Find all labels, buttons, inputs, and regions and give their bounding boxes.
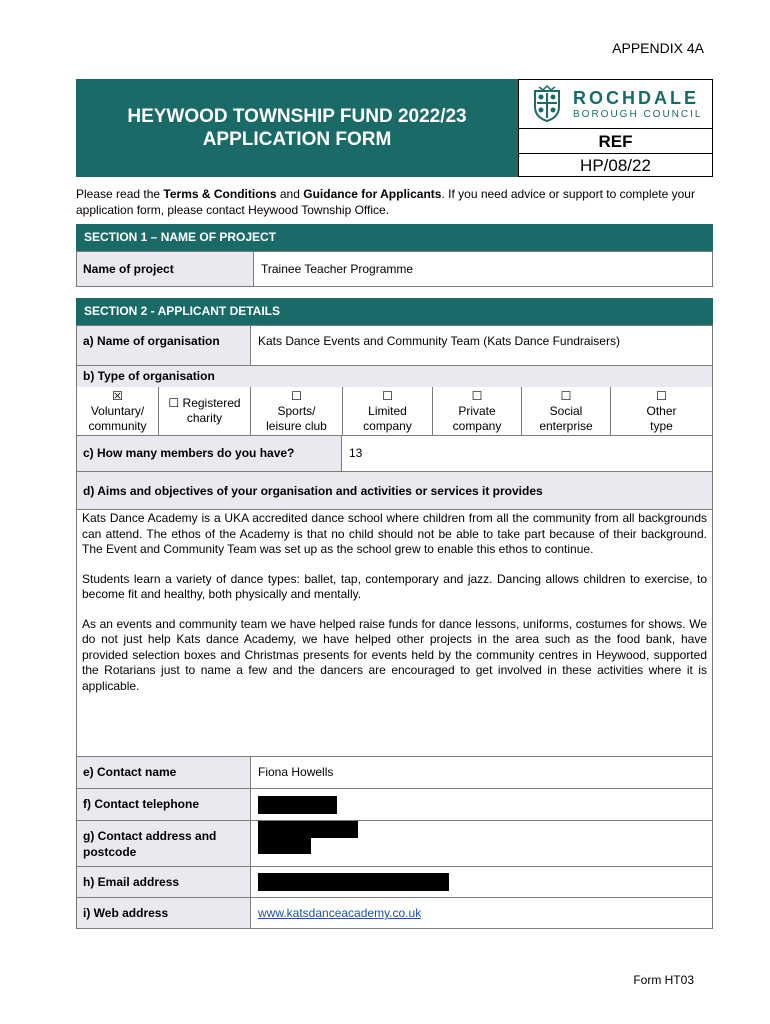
email-label: h) Email address	[77, 867, 250, 897]
form-code: Form HT03	[633, 973, 694, 987]
aims-paragraph: Kats Dance Academy is a UKA accredited dance school where children from all the community from all backgrounds can attend. The ethos of the Academy is that no child should not be able to take part because of their background. The Event and Community Team was set up as the school grew to enable this ethos to continue.	[82, 511, 707, 556]
checkbox-icon[interactable]: ☐	[168, 396, 180, 410]
form-title-line2: APPLICATION FORM	[202, 129, 392, 150]
org-type-line1: Private	[458, 403, 496, 418]
checkbox-icon[interactable]: ☐	[291, 388, 302, 403]
org-type-line1: Other	[646, 403, 677, 418]
org-type-line1: Sports/	[277, 403, 316, 418]
intro-part2: and	[276, 187, 304, 201]
org-type-line2: company	[452, 418, 502, 433]
org-type-line2: community	[88, 418, 147, 433]
org-type-social-enterprise[interactable]	[522, 387, 611, 435]
org-type-limited-company[interactable]	[343, 387, 433, 435]
web-link[interactable]: www.katsdanceacademy.co.uk	[258, 906, 422, 920]
section1-heading: SECTION 1 – NAME OF PROJECT	[76, 224, 713, 251]
contact-address-value[interactable]	[250, 821, 712, 866]
aims-paragraph: Students learn a variety of dance types: ballet, tap, contemporary and jazz. Dancing allows children to exercise, to become fit and healthy, both physically and mentally.	[82, 571, 707, 601]
council-name: ROCHDALE	[573, 87, 699, 108]
council-subtitle: BOROUGH COUNCIL	[573, 108, 703, 120]
contact-phone-value[interactable]	[250, 789, 712, 820]
org-type-line1: Voluntary/	[90, 403, 145, 418]
members-value[interactable]: 13	[341, 436, 712, 471]
aims-label: d) Aims and objectives of your organisation and activities or services it provides	[77, 472, 712, 509]
redaction-block	[258, 796, 337, 814]
org-type-label: b) Type of organisation	[77, 366, 712, 387]
form-title-line1: HEYWOOD TOWNSHIP FUND 2022/23	[127, 106, 467, 127]
org-type-line1: Registered	[182, 396, 241, 410]
appendix-label: APPENDIX 4A	[612, 40, 704, 56]
org-name-label: a) Name of organisation	[77, 326, 250, 365]
intro-guidance: Guidance for Applicants	[303, 187, 442, 201]
intro-part1: Please read the	[76, 187, 164, 201]
checkbox-icon[interactable]: ☐	[382, 388, 393, 403]
contact-phone-label: f) Contact telephone	[77, 789, 250, 820]
divider	[77, 509, 712, 510]
web-value[interactable]	[250, 898, 712, 928]
contact-name-label: e) Contact name	[77, 757, 250, 788]
aims-paragraph: As an events and community team we have helped raise funds for dance lessons, uniforms, costumes for shows. We do not just help Kats dance Academy, we have helped other projects in the area such as the food bank, have provided selection boxes and Christmas presents for events held by the community centres in Heywood, supported the Rotarians just to name a few and the dancers are encouraged to get involved in these activities where it is applicable.	[82, 616, 707, 693]
org-type-sports[interactable]	[251, 387, 343, 435]
redaction-block	[258, 821, 358, 838]
org-name-value[interactable]: Kats Dance Events and Community Team (Kats Dance Fundraisers)	[250, 326, 712, 365]
org-type-line1: Limited	[368, 403, 407, 418]
contact-address-label: g) Contact address and postcode	[77, 821, 250, 866]
org-type-line2: charity	[186, 411, 223, 425]
section1-row	[76, 251, 713, 287]
checkbox-icon[interactable]: ☐	[656, 388, 667, 403]
intro-terms: Terms & Conditions	[163, 187, 277, 201]
ref-label: REF	[518, 128, 713, 153]
redaction-block	[258, 873, 449, 891]
org-type-private-company[interactable]	[433, 387, 522, 435]
intro-part3: . If you need advice or support to complete your application form, please contact Heywood Township Office.	[76, 187, 695, 217]
email-value[interactable]	[250, 867, 712, 897]
org-type-registered-charity[interactable]	[159, 387, 251, 435]
checkbox-icon[interactable]: ☐	[560, 388, 572, 403]
project-name-label: Name of project	[77, 252, 253, 286]
contact-name-value[interactable]: Fiona Howells	[250, 757, 712, 788]
form-title-banner	[76, 79, 518, 177]
council-logo	[518, 79, 713, 128]
checkbox-icon[interactable]: ☒	[112, 388, 123, 403]
org-type-other[interactable]	[611, 387, 712, 435]
intro-text	[76, 186, 716, 218]
ref-value: HP/08/22	[518, 153, 713, 177]
members-label: c) How many members do you have?	[77, 436, 341, 471]
org-type-line2: enterprise	[539, 418, 593, 433]
project-name-value[interactable]: Trainee Teacher Programme	[253, 252, 712, 286]
org-type-line1: Social	[549, 403, 583, 418]
org-type-line2: company	[363, 418, 412, 433]
org-type-line2: type	[650, 418, 673, 433]
org-type-voluntary[interactable]	[77, 387, 159, 435]
checkbox-icon[interactable]: ☐	[471, 388, 483, 403]
section2-heading: SECTION 2 - APPLICANT DETAILS	[76, 298, 713, 325]
redaction-block	[258, 838, 311, 854]
web-label: i) Web address	[77, 898, 250, 928]
aims-text[interactable]	[82, 511, 707, 708]
crest-icon	[531, 85, 563, 123]
org-type-line2: leisure club	[266, 418, 327, 433]
